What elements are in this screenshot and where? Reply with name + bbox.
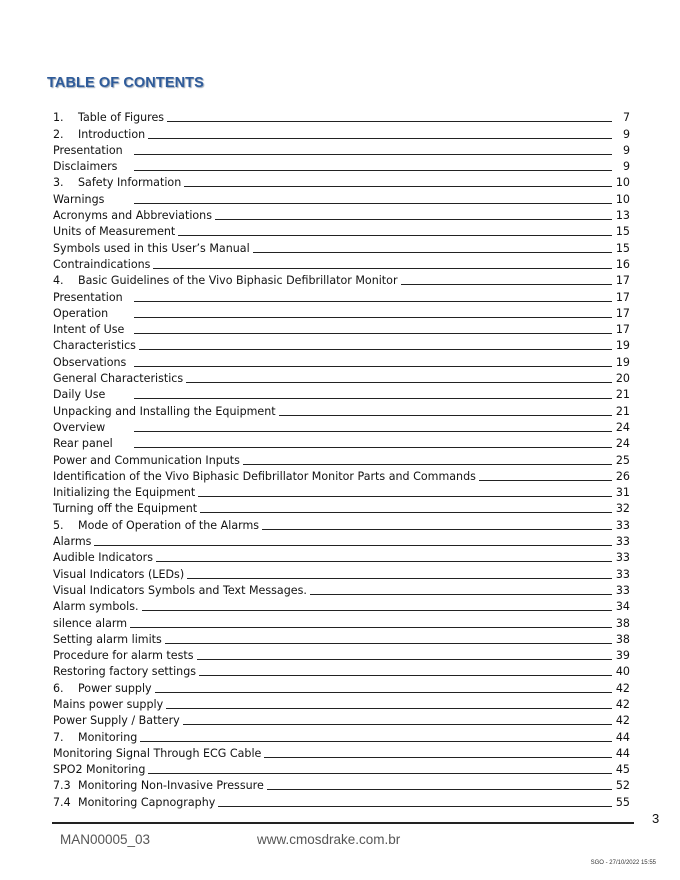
toc-entry-label: Characteristics	[53, 339, 136, 353]
toc-entry-label: Alarms	[53, 535, 92, 549]
toc-entry-page: 25	[615, 453, 630, 467]
toc-entry-page: 15	[615, 225, 630, 239]
toc-entry-page: 9	[622, 127, 630, 141]
toc-entry[interactable]	[53, 401, 630, 417]
toc-leader-line	[198, 495, 612, 497]
toc-entry-page: 40	[615, 665, 630, 679]
toc-entry-label: SPO2 Monitoring	[53, 763, 146, 777]
toc-entry-page: 39	[615, 649, 630, 663]
toc-entry-label: Overview	[53, 420, 106, 434]
toc-leader-line	[139, 348, 612, 350]
toc-entry-label: Power supply	[78, 681, 152, 695]
toc-entry-label: Monitoring Signal Through ECG Cable	[53, 746, 262, 760]
toc-entry-page: 32	[615, 502, 630, 516]
toc-entry-page: 33	[615, 518, 630, 532]
toc-entry-label: Daily Use	[53, 388, 106, 402]
toc-entry-page: 42	[615, 697, 630, 711]
toc-entry-label: Visual Indicators Symbols and Text Messages.	[53, 583, 307, 597]
toc-leader-line	[197, 658, 612, 660]
toc-leader-line	[153, 267, 612, 269]
toc-entry-page: 17	[615, 323, 630, 337]
toc-entry[interactable]	[53, 646, 630, 662]
toc-entry-label: Power and Communication Inputs	[53, 453, 240, 467]
toc-leader-line	[134, 430, 612, 432]
toc-entry-label: Symbols used in this User’s Manual	[53, 241, 250, 255]
toc-leader-line	[156, 560, 612, 562]
website-link[interactable]: www.cmosdrake.com.br	[257, 832, 401, 847]
toc-entry[interactable]	[53, 238, 630, 254]
toc-entry-label: Safety Information	[78, 176, 182, 190]
toc-entry-label: Table of Figures	[78, 111, 165, 125]
toc-entry-page: 33	[615, 535, 630, 549]
toc-entry-page: 44	[615, 730, 630, 744]
toc-entry-page: 34	[615, 600, 630, 614]
toc-entry-page: 52	[615, 779, 630, 793]
toc-entry[interactable]	[53, 581, 630, 597]
toc-entry-label: Power Supply / Battery	[53, 714, 180, 728]
toc-leader-line	[140, 740, 612, 742]
toc-leader-line	[134, 169, 612, 171]
toc-entry-label: Operation	[53, 306, 109, 320]
toc-entry[interactable]	[53, 157, 630, 173]
toc-entry-number: 4.	[53, 274, 64, 288]
toc-entry-page: 21	[615, 388, 630, 402]
toc-entry[interactable]	[53, 385, 630, 401]
toc-entry-label: Initializing the Equipment	[53, 486, 196, 500]
toc-leader-line	[134, 300, 612, 302]
toc-leader-line	[166, 707, 612, 709]
toc-leader-line	[267, 788, 612, 790]
toc-entry[interactable]	[53, 336, 630, 352]
toc-entry-label: Contraindications	[53, 257, 151, 271]
toc-entry[interactable]	[53, 678, 630, 694]
toc-entry-label: Procedure for alarm tests	[53, 649, 194, 663]
toc-leader-line	[401, 283, 612, 285]
toc-entry[interactable]	[53, 369, 630, 385]
toc-entry[interactable]	[53, 760, 630, 776]
toc-entry-label: Presentation	[53, 143, 123, 157]
toc-entry[interactable]	[53, 304, 630, 320]
toc-leader-line	[134, 202, 612, 204]
toc-entry-page: 9	[622, 143, 630, 157]
toc-entry-page: 55	[615, 795, 630, 809]
toc-leader-line	[134, 316, 612, 318]
toc-leader-line	[130, 626, 612, 628]
toc-entry-page: 45	[615, 763, 630, 777]
toc-leader-line	[94, 544, 612, 546]
toc-entry[interactable]	[53, 173, 630, 189]
toc-entry-number: 7.3	[53, 779, 71, 793]
toc-entry-label: Introduction	[78, 127, 146, 141]
toc-leader-line	[134, 397, 612, 399]
toc-leader-line	[142, 609, 612, 611]
toc-leader-line	[155, 691, 612, 693]
toc-entry[interactable]	[53, 630, 630, 646]
toc-entry-page: 17	[615, 306, 630, 320]
toc-entry[interactable]	[53, 124, 630, 140]
print-stamp: SGO - 27/10/2022 15:55	[590, 860, 656, 866]
toc-entry-label: Presentation	[53, 290, 123, 304]
toc-entry-page: 33	[615, 551, 630, 565]
toc-entry[interactable]	[53, 467, 630, 483]
toc-entry-label: Turning off the Equipment	[53, 502, 198, 516]
toc-leader-line	[183, 723, 612, 725]
toc-entry-page: 19	[615, 355, 630, 369]
toc-entry-label: Setting alarm limits	[53, 632, 162, 646]
toc-entry[interactable]	[53, 320, 630, 336]
toc-entry-page: 15	[615, 241, 630, 255]
toc-entry-label: Monitoring	[78, 730, 138, 744]
toc-entry-label: Intent of Use	[53, 323, 125, 337]
toc-entry-page: 19	[615, 339, 630, 353]
toc-entry-page: 17	[615, 290, 630, 304]
toc-heading: TABLE OF CONTENTS	[47, 75, 204, 91]
toc-list	[53, 108, 630, 809]
toc-entry[interactable]	[53, 613, 630, 629]
toc-entry[interactable]	[53, 108, 630, 124]
toc-entry-page: 9	[622, 160, 630, 174]
toc-leader-line	[199, 674, 612, 676]
toc-entry-page: 38	[615, 616, 630, 630]
toc-entry[interactable]	[53, 418, 630, 434]
toc-entry-label: Monitoring Capnography	[78, 795, 216, 809]
toc-entry-page: 10	[615, 176, 630, 190]
toc-entry-number: 3.	[53, 176, 64, 190]
toc-entry[interactable]	[53, 352, 630, 368]
toc-entry[interactable]	[53, 564, 630, 580]
toc-entry[interactable]	[53, 515, 630, 531]
toc-entry-page: 21	[615, 404, 630, 418]
toc-entry[interactable]	[53, 695, 630, 711]
toc-entry-number: 1.	[53, 111, 64, 125]
toc-leader-line	[310, 593, 612, 595]
toc-entry[interactable]	[53, 776, 630, 792]
toc-entry[interactable]	[53, 711, 630, 727]
toc-leader-line	[165, 642, 612, 644]
toc-leader-line	[148, 137, 612, 139]
toc-leader-line	[218, 805, 612, 807]
toc-leader-line	[167, 120, 612, 122]
toc-entry-label: Audible Indicators	[53, 551, 154, 565]
toc-entry-label: Units of Measurement	[53, 225, 176, 239]
toc-leader-line	[243, 463, 612, 465]
toc-leader-line	[187, 577, 612, 579]
toc-leader-line	[134, 446, 612, 448]
toc-entry-page: 26	[615, 469, 630, 483]
toc-leader-line	[215, 218, 612, 220]
toc-entry-label: Mains power supply	[53, 697, 164, 711]
toc-entry-page: 24	[615, 420, 630, 434]
toc-entry[interactable]	[53, 744, 630, 760]
toc-entry[interactable]	[53, 450, 630, 466]
toc-entry-page: 7	[622, 111, 630, 125]
toc-entry-page: 10	[615, 192, 630, 206]
toc-entry-page: 16	[615, 257, 630, 271]
toc-entry[interactable]	[53, 141, 630, 157]
document-code: MAN00005_03	[60, 832, 151, 847]
toc-entry-number: 6.	[53, 681, 64, 695]
toc-entry-page: 24	[615, 437, 630, 451]
toc-entry[interactable]	[53, 189, 630, 205]
toc-entry[interactable]	[53, 271, 630, 287]
toc-entry-label: Visual Indicators (LEDs)	[53, 567, 185, 581]
toc-entry[interactable]	[53, 287, 630, 303]
toc-entry-label: Observations	[53, 355, 127, 369]
toc-entry[interactable]	[53, 597, 630, 613]
page-number: 3	[652, 811, 660, 826]
toc-leader-line	[186, 381, 612, 383]
toc-entry[interactable]	[53, 222, 630, 238]
toc-entry-page: 33	[615, 567, 630, 581]
toc-entry[interactable]	[53, 548, 630, 564]
toc-leader-line	[178, 234, 612, 236]
toc-leader-line	[184, 185, 612, 187]
toc-entry-page: 17	[615, 274, 630, 288]
toc-leader-line	[262, 528, 612, 530]
toc-entry[interactable]	[53, 499, 630, 515]
toc-entry-page: 20	[615, 372, 630, 386]
toc-entry[interactable]	[53, 434, 630, 450]
toc-entry[interactable]	[53, 792, 630, 808]
toc-entry-page: 33	[615, 583, 630, 597]
toc-entry[interactable]	[53, 727, 630, 743]
toc-entry-label: Rear panel	[53, 437, 113, 451]
toc-entry[interactable]	[53, 662, 630, 678]
footer-divider	[52, 822, 634, 824]
toc-entry-number: 7.4	[53, 795, 71, 809]
toc-leader-line	[264, 756, 612, 758]
toc-entry-label: Disclaimers	[53, 160, 118, 174]
toc-entry-label: Mode of Operation of the Alarms	[78, 518, 260, 532]
toc-entry-number: 7.	[53, 730, 64, 744]
toc-entry-label: Unpacking and Installing the Equipment	[53, 404, 276, 418]
toc-entry-label: Identification of the Vivo Biphasic Defibrillator Monitor Parts and Commands	[53, 469, 476, 483]
toc-leader-line	[134, 365, 612, 367]
toc-entry-label: Basic Guidelines of the Vivo Biphasic Defibrillator Monitor	[78, 274, 398, 288]
toc-leader-line	[253, 251, 612, 253]
toc-entry[interactable]	[53, 483, 630, 499]
toc-entry-label: silence alarm	[53, 616, 128, 630]
toc-entry-label: Restoring factory settings	[53, 665, 197, 679]
toc-leader-line	[279, 414, 612, 416]
toc-entry-page: 42	[615, 714, 630, 728]
toc-entry-label: Alarm symbols.	[53, 600, 139, 614]
toc-entry-number: 5.	[53, 518, 64, 532]
toc-entry-page: 42	[615, 681, 630, 695]
toc-leader-line	[479, 479, 612, 481]
toc-entry-page: 31	[615, 486, 630, 500]
toc-entry-label: General Characteristics	[53, 372, 184, 386]
toc-entry[interactable]	[53, 255, 630, 271]
toc-leader-line	[200, 511, 612, 513]
toc-entry-label: Warnings	[53, 192, 105, 206]
toc-leader-line	[134, 153, 612, 155]
toc-entry-page: 38	[615, 632, 630, 646]
toc-entry-page: 44	[615, 746, 630, 760]
toc-leader-line	[148, 772, 612, 774]
toc-entry-number: 2.	[53, 127, 64, 141]
toc-entry[interactable]	[53, 206, 630, 222]
toc-entry-label: Acronyms and Abbreviations	[53, 209, 212, 223]
toc-entry-label: Monitoring Non-Invasive Pressure	[78, 779, 264, 793]
toc-entry-page: 13	[615, 209, 630, 223]
toc-leader-line	[134, 332, 612, 334]
toc-entry[interactable]	[53, 532, 630, 548]
